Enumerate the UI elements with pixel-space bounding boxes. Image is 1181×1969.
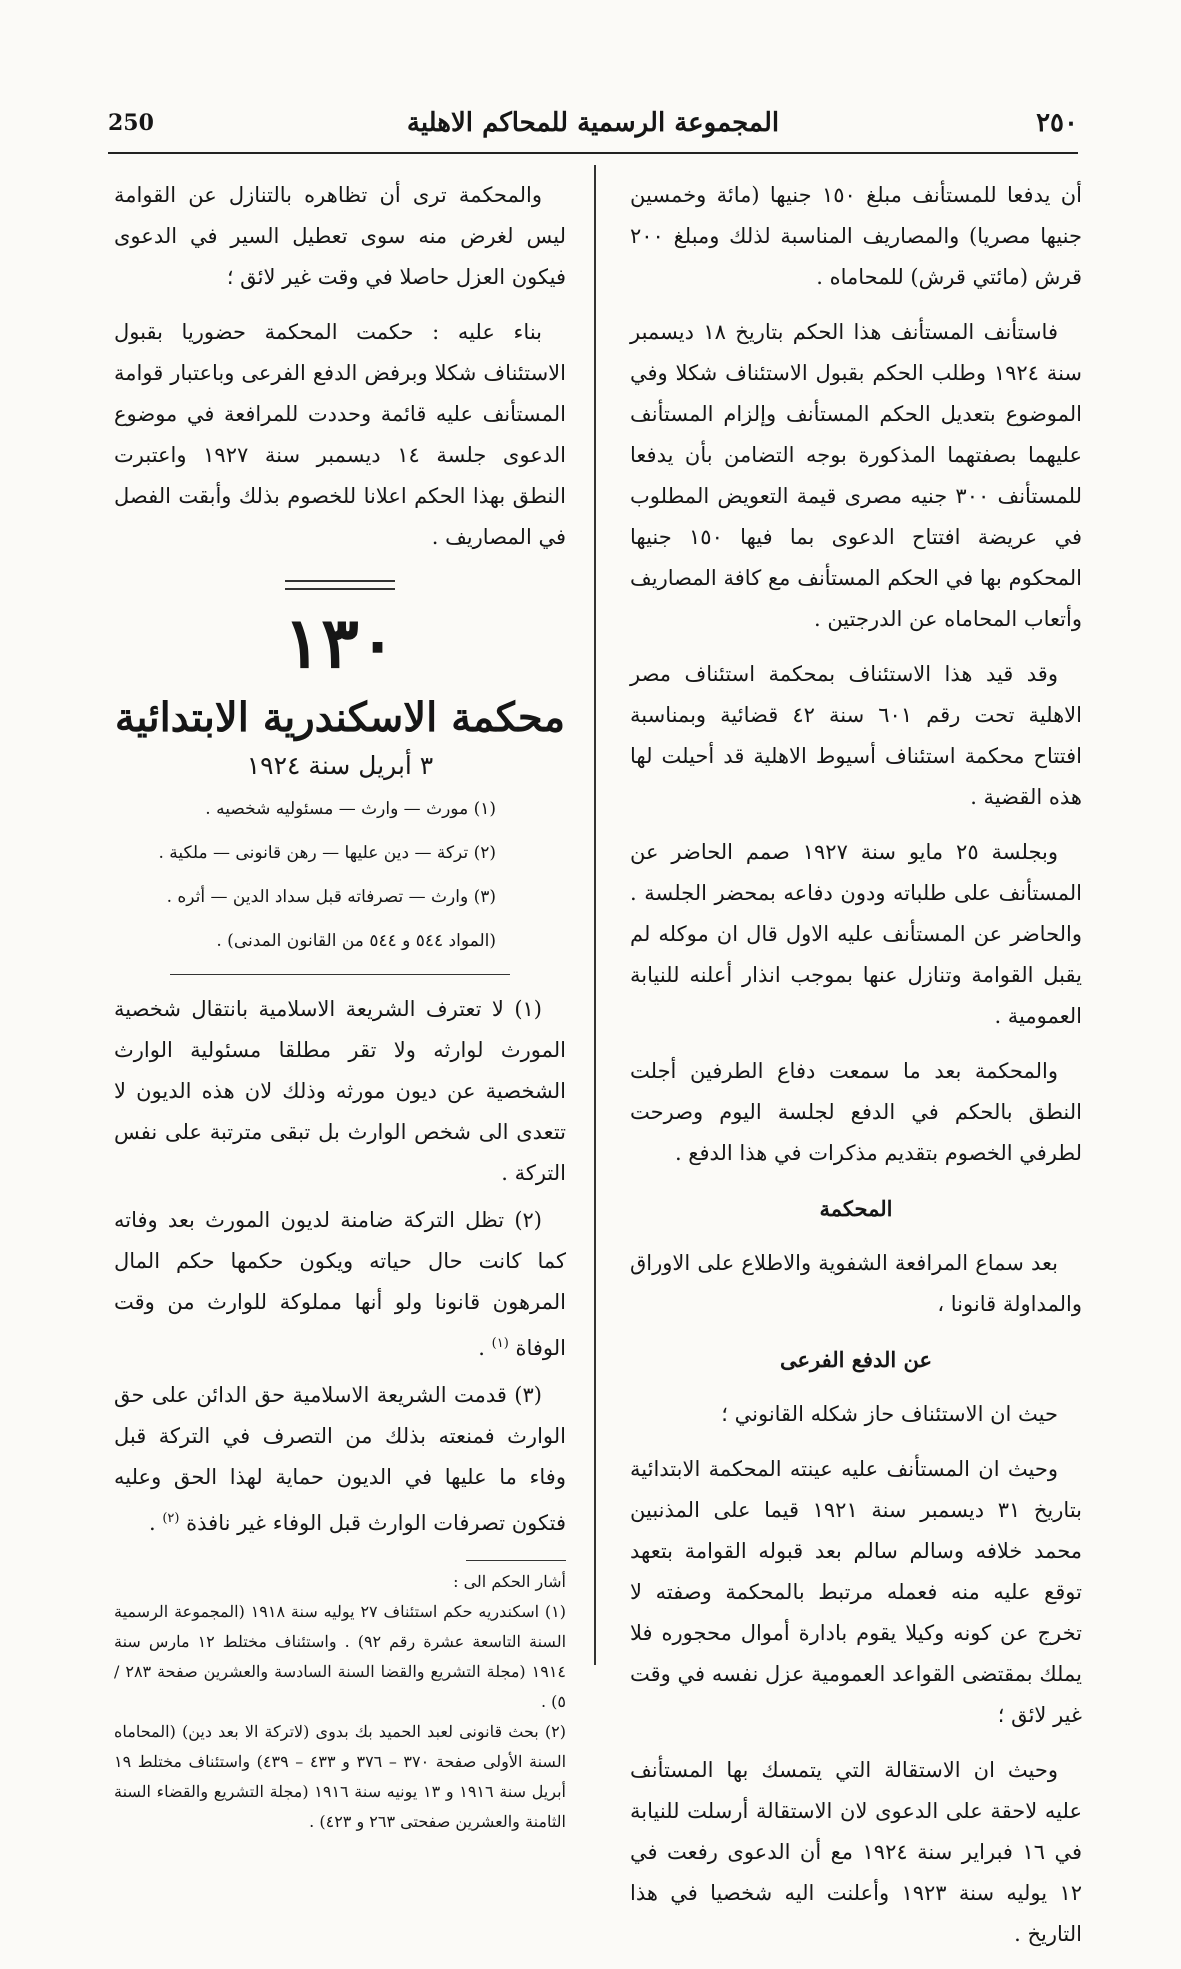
footnote-1: (١) اسكندريه حكم استئناف ٢٧ يوليه سنة ١٩١٨ (المجموعة الرسمية السنة التاسعة عشرة رقم ٩٢) . واستئناف مختلط ١٢ مارس سنة ١٩١٤ (مجلة التشريع والقضا السنة السادسة والعشرين صفحة ٢٨٣ / ٥) . [114,1602,567,1711]
keyword-line: (٢) تركة — دين عليها — رهن قانونى — ملكية . [158,843,496,863]
running-title: المجموعة الرسمية للمحاكم الاهلية [406,108,780,138]
footnote-ref: (٢) [162,1511,180,1526]
section-heading-court: المحكمة [819,1196,893,1221]
principle-3: (٣) قدمت الشريعة الاسلامية حق الدائن على حق الوارث فمنعته بذلك من التصرف في التركة قبل وفاء ما عليها في الديون حماية لهذا الحق وعليه فتكون تصرفات الوارث قبل الوفاء غير نافذة $^{(٢)}$ . [114,1383,566,1535]
footnote-ref: (١) [491,1336,509,1351]
paragraph: وحيث ان الاستقالة التي يتمسك بها المستأنف عليه لاحقة على الدعوى لان الاستقالة أرسلت للنيابة في ١٦ فبراير سنة ١٩٢٤ مع أن الدعوى رفعت في ١٢ يوليه سنة ١٩٢٣ وأعلنت اليه شخصيا في هذا التاريخ . [630,1758,1082,1946]
legal-principles [114,989,566,1544]
footnote-rule [466,1560,566,1561]
page-number-arabic: ٢٥٠ [1036,108,1078,138]
paragraph: وبجلسة ٢٥ مايو سنة ١٩٢٧ صمم الحاضر عن المستأنف على طلباته ودون دفاعه بمحضر الجلسة . والحاضر عن المستأنف عليه الاول قال ان موكله لم يقبل القوامة وتنازل عنها بموجب انذار أعلنه للنيابة العمومية . [630,840,1082,1028]
judgment-paragraph: بناء عليه : حكمت المحكمة حضوريا بقبول الاستئناف شكلا وبرفض الدفع الفرعى وباعتبار قوامة المستأنف عليه قائمة وحددت للمرافعة في موضوع الدعوى جلسة ١٤ ديسمبر سنة ١٩٢٧ واعتبرت النطق بهذا الحكم اعلانا للخصوم بذلك وأبقت الفصل في المصاريف . [114,320,566,549]
paragraph: حيث ان الاستئناف حاز شكله القانوني ؛ [721,1402,1058,1426]
page-number-latin: 250 [108,110,154,136]
left-column [114,175,566,1837]
separator-rule [170,974,510,975]
footnotes [114,1567,566,1837]
keyword-line: (١) مورث — وارث — مسئوليه شخصيه . [205,799,496,819]
paragraph: والمحكمة بعد ما سمعت دفاع الطرفين أجلت النطق بالحكم في الدفع لجلسة اليوم وصرحت لطرفي الخصوم بتقديم مذكرات في هذا الدفع . [630,1059,1082,1165]
footnote-2: (٢) بحث قانونى لعبد الحميد بك بدوى (لاتركة الا بعد دين) (المحاماه السنة الأولى صفحة ٣٧٠ – ٣٧٦ و ٤٣٣ – ٤٣٩) واستئناف مختلط ١٩ أبريل سنة ١٩١٦ و ١٣ يونيه سنة ١٩١٦ (مجلة التشريع والقضاء السنة الثامنة والعشرين صفحتى ٢٦٣ و ٤٢٣) . [114,1722,567,1831]
court-name: محكمة الاسكندرية الابتدائية [114,694,566,741]
paragraph: فاستأنف المستأنف هذا الحكم بتاريخ ١٨ ديسمبر سنة ١٩٢٤ وطلب الحكم بقبول الاستئناف شكلا وفي الموضوع بتعديل الحكم المستأنف وإلزام المستأنف عليهما بصفتهما المذكورة بوجه التضامن بأن يدفعا للمستأنف ٣٠٠ جنيه مصرى قيمة التعويض المطلوب في عريضة افتتاح الدعوى بما فيها ١٥٠ جنيها المحكوم بها في الحكم المستأنف مع كافة المصاريف وأتعاب المحاماه عن الدرجتين . [630,320,1082,631]
principle-1: (١) لا تعترف الشريعة الاسلامية بانتقال شخصية المورث لوارثه ولا تقر مطلقا مسئولية الوارث الشخصية عن ديون مورثه وذلك لان هذه الديون لا تتعدى الى شخص الوارث بل تبقى مترتبة على نفس التركة . [114,997,566,1185]
paragraph: بعد سماع المرافعة الشفوية والاطلاع على الاوراق والمداولة قانونا ، [630,1251,1082,1316]
page-header [108,104,1078,154]
principle-2: (٢) تظل التركة ضامنة لديون المورث بعد وفاته كما كانت حال حياته ويكون حكمها حكم المال المرهون قانونا ولو أنها مملوكة للوارث من وقت الوفاة $^{(١)}$ . [114,1208,566,1360]
paragraph: والمحكمة ترى أن تظاهره بالتنازل عن القوامة ليس لغرض منه سوى تعطيل السير في الدعوى فيكون العزل حاصلا في وقت غير لائق ؛ [114,183,566,289]
keyword-line: (٣) وارث — تصرفاته قبل سداد الدين — أثره . [166,887,496,907]
footnote-intro: أشار الحكم الى : [453,1572,566,1591]
case-number: ١٣٠ [283,601,397,684]
paragraph: وحيث ان المستأنف عليه عينته المحكمة الابتدائية بتاريخ ٣١ ديسمبر سنة ١٩٢١ قيما على المذنبين محمد خلافه وسالم سالم بعد قبوله القوامة بتعهد توقع عليه منه فعمله مرتبط بالمحكمة وصفته لا تخرج عن كونه وكيلا يقوم بادارة أموال محجوره فلا يملك بمقتضى القواعد العمومية عزل نفسه في وقت غير لائق ؛ [630,1457,1083,1727]
double-rule-divider [285,580,395,590]
paragraph: وقد قيد هذا الاستئناف بمحكمة استئناف مصر الاهلية تحت رقم ٦٠١ سنة ٤٢ قضائية وبمناسبة افتتاح محكمة استئناف أسيوط الاهلية قد أحيلت لها هذه القضية . [630,662,1082,809]
case-date: ٣ أبريل سنة ١٩٢٤ [246,751,434,780]
keyword-line: (المواد ٥٤٤ و ٥٤٤ من القانون المدنى) . [216,931,496,951]
column-divider [594,165,596,1665]
paragraph: أن يدفعا للمستأنف مبلغ ١٥٠ جنيها (مائة وخمسين جنيها مصريا) والمصاريف المناسبة لذلك ومبلغ ٢٠٠ قرش (مائتي قرش) للمحاماه . [630,183,1083,289]
section-heading-plea: عن الدفع الفرعى [779,1347,933,1372]
right-column [630,175,1082,1969]
